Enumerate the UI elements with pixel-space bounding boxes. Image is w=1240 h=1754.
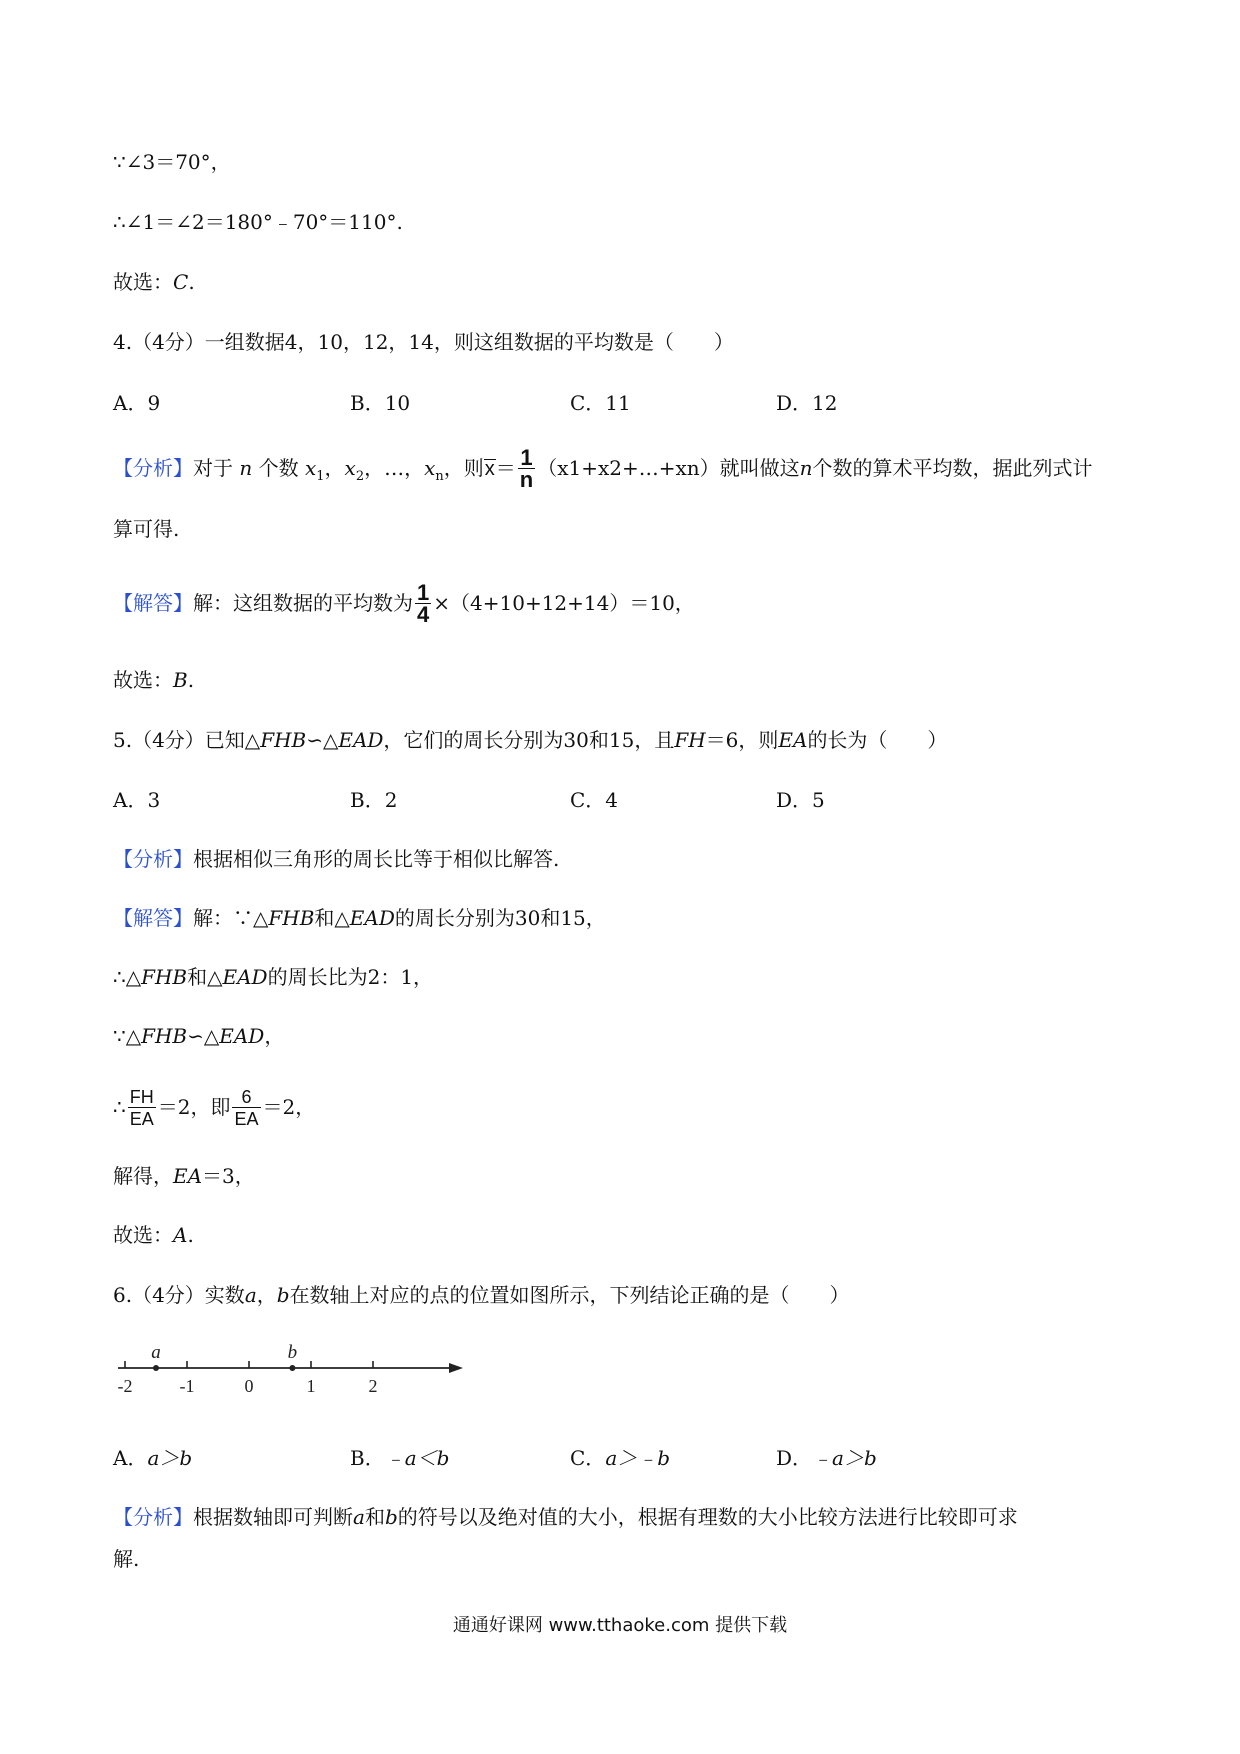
text: ，…， — [364, 456, 425, 480]
var-x: x — [304, 456, 317, 480]
text: ， — [256, 1283, 277, 1307]
numerator: 1 — [520, 445, 533, 470]
text: 和△ — [314, 906, 350, 930]
q6-analysis — [113, 1503, 1018, 1531]
numerator: 1 — [417, 580, 430, 605]
tick-label: 1 — [306, 1376, 316, 1396]
fraction — [232, 1087, 260, 1130]
q5-option-b: B．2 — [350, 788, 398, 812]
q6-analysis-cont — [113, 1545, 139, 1573]
answer-letter: A — [173, 1223, 188, 1247]
q4-option-d: D．12 — [776, 391, 838, 415]
tick-label: -1 — [179, 1376, 195, 1396]
tick-label: 2 — [368, 1376, 378, 1396]
var-x: x — [424, 456, 436, 480]
q6-option-b — [350, 1444, 449, 1472]
text: 算可得. — [113, 517, 180, 541]
q4-stem — [113, 328, 734, 356]
text: ∽△ — [187, 1024, 220, 1048]
tick-label: 0 — [244, 1376, 254, 1396]
text: 4.（4分）一组数据4，10，12，14，则这组数据的平均数是（ ） — [113, 330, 734, 354]
subscript: 2 — [355, 469, 365, 484]
text: ， — [264, 1024, 285, 1048]
var-a: a — [353, 1505, 365, 1529]
text: ∴∠1＝∠2＝180°﹣70°＝110°. — [113, 210, 403, 234]
q5-answer-4 — [113, 1087, 315, 1130]
text: 个数 — [258, 456, 299, 480]
q4-analysis-cont — [113, 515, 179, 543]
segment-name: EA — [173, 1164, 203, 1188]
text: ＝6，则 — [705, 728, 779, 752]
footer-text: 通通好课网 www.tthaoke.com 提供下载 — [452, 1615, 788, 1636]
text: ＝3， — [202, 1164, 255, 1188]
segment-name: EA — [778, 728, 808, 752]
fraction — [518, 445, 535, 492]
option-letter: B． — [350, 1446, 385, 1470]
numerator: FH — [129, 1087, 154, 1107]
option-letter: C． — [570, 1446, 606, 1470]
segment-name: FH — [674, 728, 706, 752]
point-b-label: b — [287, 1342, 298, 1363]
text: . — [188, 270, 195, 294]
q5-answer-2 — [113, 963, 433, 991]
q5-option-d: D．5 — [776, 788, 825, 812]
option-expression: a＞b — [147, 1446, 193, 1470]
var-x: x — [344, 456, 356, 480]
number-line-arrow-icon — [449, 1363, 463, 1373]
q4-choice — [113, 666, 194, 694]
number-line-figure — [113, 1335, 473, 1415]
option-letter: D． — [776, 1446, 813, 1470]
text: 5.（4分）已知△ — [113, 728, 261, 752]
q6-option-a — [113, 1444, 192, 1472]
triangle-name: EAD — [219, 1024, 265, 1048]
fraction — [128, 1087, 156, 1130]
text: 在数轴上对应的点的位置如图所示，下列结论正确的是（ ） — [289, 1283, 850, 1307]
text: 的长为（ ） — [807, 728, 948, 752]
page-footer — [0, 1611, 1240, 1637]
triangle-name: EAD — [338, 728, 384, 752]
text: 根据数轴即可判断 — [193, 1505, 353, 1529]
text: ∽△ — [306, 728, 339, 752]
text: 故选： — [113, 1223, 173, 1247]
denominator: EA — [129, 1109, 154, 1129]
text: ∴△ — [113, 965, 142, 989]
text: 6.（4分）实数 — [113, 1283, 245, 1307]
var-a: a — [244, 1283, 257, 1307]
triangle-name: FHB — [141, 965, 188, 989]
option-letter: A． — [113, 1446, 148, 1470]
numerator: 6 — [241, 1087, 252, 1107]
text: . — [187, 1223, 194, 1247]
q5-option-a: A．3 — [113, 788, 161, 812]
text: （x1+x2+…+xn）就叫做这 — [537, 456, 800, 480]
text: 解. — [113, 1547, 140, 1571]
text: 和 — [364, 1505, 385, 1529]
text: ＝2， — [262, 1095, 316, 1119]
text: ， — [324, 456, 345, 480]
q5-answer-1 — [113, 904, 606, 932]
q6-stem — [113, 1281, 850, 1309]
triangle-name: FHB — [260, 728, 307, 752]
answer-letter: C — [173, 270, 189, 294]
text: ×（4+10+12+14）＝10， — [433, 591, 695, 615]
triangle-name: FHB — [268, 906, 315, 930]
answer-tag: 【解答】 — [113, 906, 193, 930]
subscript: 1 — [316, 469, 325, 484]
point-a-label: a — [151, 1342, 161, 1363]
triangle-name: EAD — [222, 965, 268, 989]
text: 个数的算术平均数，据此列式计 — [812, 456, 1093, 480]
line-angle3 — [113, 148, 231, 176]
tick-label: -2 — [117, 1376, 133, 1396]
q5-option-c: C．4 — [570, 788, 619, 812]
text: ∴ — [113, 1095, 126, 1119]
text: . — [187, 668, 195, 692]
text: ，则 — [443, 456, 484, 480]
analysis-tag: 【分析】 — [113, 847, 193, 871]
text: ＝ — [495, 456, 516, 480]
text: ∵△ — [113, 1024, 142, 1048]
q4-option-b: B．10 — [350, 391, 411, 415]
option-expression: ﹣a＜b — [384, 1446, 450, 1470]
text: 故选： — [113, 270, 173, 294]
answer-tag: 【解答】 — [113, 591, 193, 615]
line-angle12 — [113, 208, 403, 236]
q4-answer — [113, 580, 695, 627]
q4-analysis — [113, 445, 1093, 492]
answer-letter: B — [173, 668, 188, 692]
text: 对于 — [193, 456, 233, 480]
point-b-dot — [289, 1365, 295, 1371]
fraction — [415, 580, 431, 627]
option-expression: a＞﹣b — [605, 1446, 671, 1470]
line-choice-c — [113, 268, 195, 296]
var-b: b — [384, 1505, 398, 1529]
text: ，它们的周长分别为30和15，且 — [383, 728, 675, 752]
text: 和△ — [187, 965, 223, 989]
triangle-name: FHB — [141, 1024, 188, 1048]
q5-stem — [113, 726, 947, 754]
text: 解得， — [113, 1164, 173, 1188]
text: 故选： — [113, 668, 173, 692]
mean-symbol: x — [484, 458, 495, 480]
option-expression: ﹣a＞b — [812, 1446, 877, 1470]
var-n: n — [799, 456, 813, 480]
q6-option-c — [570, 1444, 670, 1472]
text: ＝2，即 — [157, 1095, 231, 1119]
text: 解：这组数据的平均数为 — [193, 591, 413, 615]
text: ∵∠3＝70°， — [113, 150, 231, 174]
var-b: b — [276, 1283, 290, 1307]
q5-answer-5 — [113, 1162, 255, 1190]
q5-choice — [113, 1221, 194, 1249]
var-n: n — [239, 456, 253, 480]
denominator: n — [519, 467, 534, 492]
text: 的周长比为2：1， — [267, 965, 434, 989]
text: 的符号以及绝对值的大小，根据有理数的大小比较方法进行比较即可求 — [397, 1505, 1018, 1529]
text: 根据相似三角形的周长比等于相似比解答. — [193, 847, 560, 871]
denominator: 4 — [417, 602, 430, 627]
q5-analysis — [113, 845, 559, 873]
text: 解：∵△ — [193, 906, 269, 930]
q6-option-d — [776, 1444, 877, 1472]
q4-option-c: C．11 — [570, 391, 631, 415]
analysis-tag: 【分析】 — [113, 1505, 193, 1529]
analysis-tag: 【分析】 — [113, 456, 193, 480]
point-a-dot — [153, 1365, 159, 1371]
q5-answer-3 — [113, 1022, 284, 1050]
text: 的周长分别为30和15， — [394, 906, 606, 930]
triangle-name: EAD — [349, 906, 395, 930]
subscript: n — [435, 469, 444, 484]
denominator: EA — [234, 1109, 259, 1129]
q4-option-a: A．9 — [113, 391, 161, 415]
